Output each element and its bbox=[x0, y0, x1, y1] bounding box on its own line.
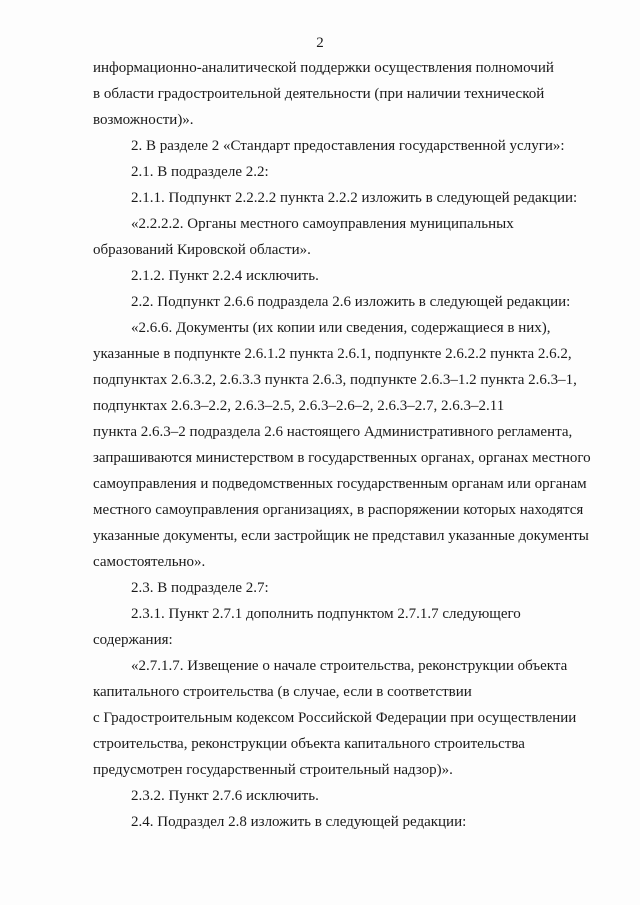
text-line: в области градостроительной деятельности (при наличии технической bbox=[93, 86, 545, 102]
text-line: 2.1.1. Подпункт 2.2.2.2 пункта 2.2.2 изложить в следующей редакции: bbox=[131, 190, 578, 206]
text-line: строительства, реконструкции объекта капитального строительства bbox=[93, 736, 525, 752]
text-line: «2.6.6. Документы (их копии или сведения, содержащиеся в них), bbox=[131, 320, 551, 336]
text-line: информационно-аналитической поддержки осуществления полномочий bbox=[93, 60, 554, 76]
text-line: предусмотрен государственный строительный надзор)». bbox=[93, 762, 453, 778]
text-line: подпунктах 2.6.3–2.2, 2.6.3–2.5, 2.6.3–2.6–2, 2.6.3–2.7, 2.6.3–2.11 bbox=[93, 398, 505, 414]
text-line: «2.7.1.7. Извещение о начале строительства, реконструкции объекта bbox=[131, 658, 568, 674]
text-line: 2. В разделе 2 «Стандарт предоставления государственной услуги»: bbox=[131, 138, 565, 154]
text-line: указанные в подпункте 2.6.1.2 пункта 2.6.1, подпункте 2.6.2.2 пункта 2.6.2, bbox=[93, 346, 572, 362]
text-line: 2.2. Подпункт 2.6.6 подраздела 2.6 изложить в следующей редакции: bbox=[131, 294, 571, 310]
text-line: пункта 2.6.3–2 подраздела 2.6 настоящего Административного регламента, bbox=[93, 424, 573, 440]
text-line: запрашиваются министерством в государственных органах, органах местного bbox=[93, 450, 591, 466]
text-line: 2.3.1. Пункт 2.7.1 дополнить подпунктом 2.7.1.7 следующего bbox=[131, 606, 521, 622]
text-line: 2.1.2. Пункт 2.2.4 исключить. bbox=[131, 268, 319, 284]
text-line: возможности)». bbox=[93, 112, 194, 128]
page-number: 2 bbox=[316, 35, 324, 51]
text-line: самостоятельно». bbox=[93, 554, 206, 570]
text-line: капитального строительства (в случае, если в соответствии bbox=[93, 684, 472, 700]
text-line: 2.3.2. Пункт 2.7.6 исключить. bbox=[131, 788, 319, 804]
text-line: 2.1. В подразделе 2.2: bbox=[131, 164, 269, 180]
text-line: местного самоуправления организациях, в распоряжении которых находятся bbox=[93, 502, 584, 518]
text-line: образований Кировской области». bbox=[93, 242, 311, 258]
text-line: указанные документы, если застройщик не представил указанные документы bbox=[93, 528, 589, 544]
text-line: «2.2.2.2. Органы местного самоуправления муниципальных bbox=[131, 216, 514, 232]
text-line: 2.3. В подразделе 2.7: bbox=[131, 580, 269, 596]
text-line: подпунктах 2.6.3.2, 2.6.3.3 пункта 2.6.3, подпункте 2.6.3–1.2 пункта 2.6.3–1, bbox=[93, 372, 577, 388]
text-line: 2.4. Подраздел 2.8 изложить в следующей редакции: bbox=[131, 814, 467, 830]
text-line: с Градостроительным кодексом Российской Федерации при осуществлении bbox=[93, 710, 577, 726]
text-line: самоуправления и подведомственных государственным органам или органам bbox=[93, 476, 587, 492]
text-line: содержания: bbox=[93, 632, 173, 648]
